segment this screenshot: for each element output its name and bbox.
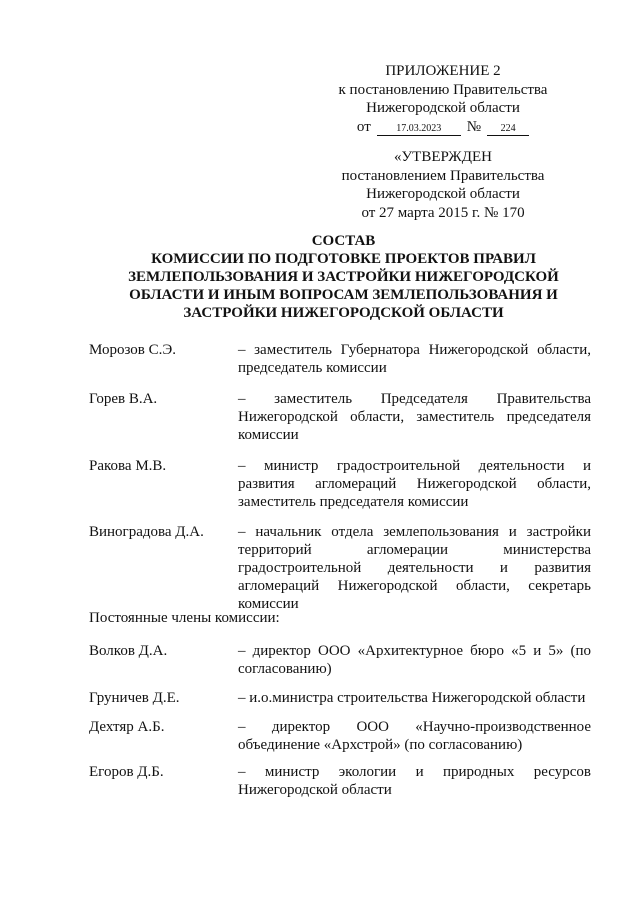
member-name: Горев В.А. — [89, 391, 158, 407]
decree-number: 224 — [487, 123, 529, 136]
member-name: Егоров Д.Б. — [89, 764, 164, 780]
approved-stamp — [318, 148, 568, 222]
appendix-number: ПРИЛОЖЕНИЕ 2 — [385, 63, 501, 79]
decree-date: 17.03.2023 — [377, 123, 461, 136]
member-row — [89, 341, 591, 390]
member-role: – министр градостроительной деятельности и развития агломераций Нижегородской области, заместитель председателя комиссии — [238, 458, 591, 510]
member-row — [89, 390, 591, 457]
title-line-4: ОБЛАСТИ И ИНЫМ ВОПРОСАМ ЗЕМЛЕПОЛЬЗОВАНИЯ И — [129, 287, 558, 303]
member-role: – заместитель Губернатора Нижегородской области, председатель комиссии — [238, 342, 591, 376]
member-role: – директор ООО «Научно-производственное объединение «Архстрой» (по согласованию) — [238, 719, 591, 753]
title-line-5: ЗАСТРОЙКИ НИЖЕГОРОДСКОЙ ОБЛАСТИ — [183, 305, 504, 321]
title-line-3: ЗЕМЛЕПОЛЬЗОВАНИЯ И ЗАСТРОЙКИ НИЖЕГОРОДСКОЙ — [128, 269, 559, 285]
members-list — [89, 341, 591, 803]
member-row — [89, 642, 591, 689]
permanent-members-label-row — [89, 609, 591, 642]
member-name: Груничев Д.Е. — [89, 690, 180, 706]
appendix-date-line — [318, 118, 568, 137]
member-row — [89, 457, 591, 523]
document-title — [96, 232, 591, 322]
member-row — [89, 523, 591, 612]
member-row — [89, 689, 591, 718]
member-role: – директор ООО «Архитектурное бюро «5 и 5» (по согласованию) — [238, 643, 591, 677]
approved-date: от 27 марта 2015 г. № 170 — [361, 204, 525, 221]
member-role: – заместитель Председателя Правительства Нижегородской области, заместитель председателя комиссии — [238, 391, 591, 443]
member-row — [89, 763, 591, 803]
member-name: Ракова М.В. — [89, 458, 167, 474]
permanent-members-label: Постоянные члены комиссии: — [89, 610, 280, 626]
approved-heading: «УТВЕРЖДЕН — [394, 149, 492, 165]
member-name: Волков Д.А. — [89, 643, 168, 659]
member-name: Дехтяр А.Б. — [89, 719, 165, 735]
member-role: – и.о.министра строительства Нижегородской области — [238, 690, 586, 706]
member-name: Морозов С.Э. — [89, 342, 177, 358]
member-role: – министр экологии и природных ресурсов Нижегородской области — [238, 764, 591, 798]
appendix-region: Нижегородской области — [366, 100, 520, 116]
approved-by: постановлением Правительства — [341, 167, 545, 184]
appendix-header — [318, 62, 568, 136]
title-line-1: СОСТАВ — [311, 233, 376, 249]
number-sign: № — [466, 118, 482, 135]
member-row — [89, 718, 591, 763]
member-name: Виноградова Д.А. — [89, 524, 204, 540]
title-line-2: КОМИССИИ ПО ПОДГОТОВКЕ ПРОЕКТОВ ПРАВИЛ — [151, 251, 536, 267]
approved-region: Нижегородской области — [366, 186, 520, 202]
from-label: от — [356, 118, 371, 135]
member-role: – начальник отдела землепользования и застройки территорий агломерации министерства градостроительной деятельности и развития агломераций Нижегородской области, секретарь комиссии — [238, 524, 591, 612]
appendix-reference: к постановлению Правительства — [338, 81, 548, 98]
